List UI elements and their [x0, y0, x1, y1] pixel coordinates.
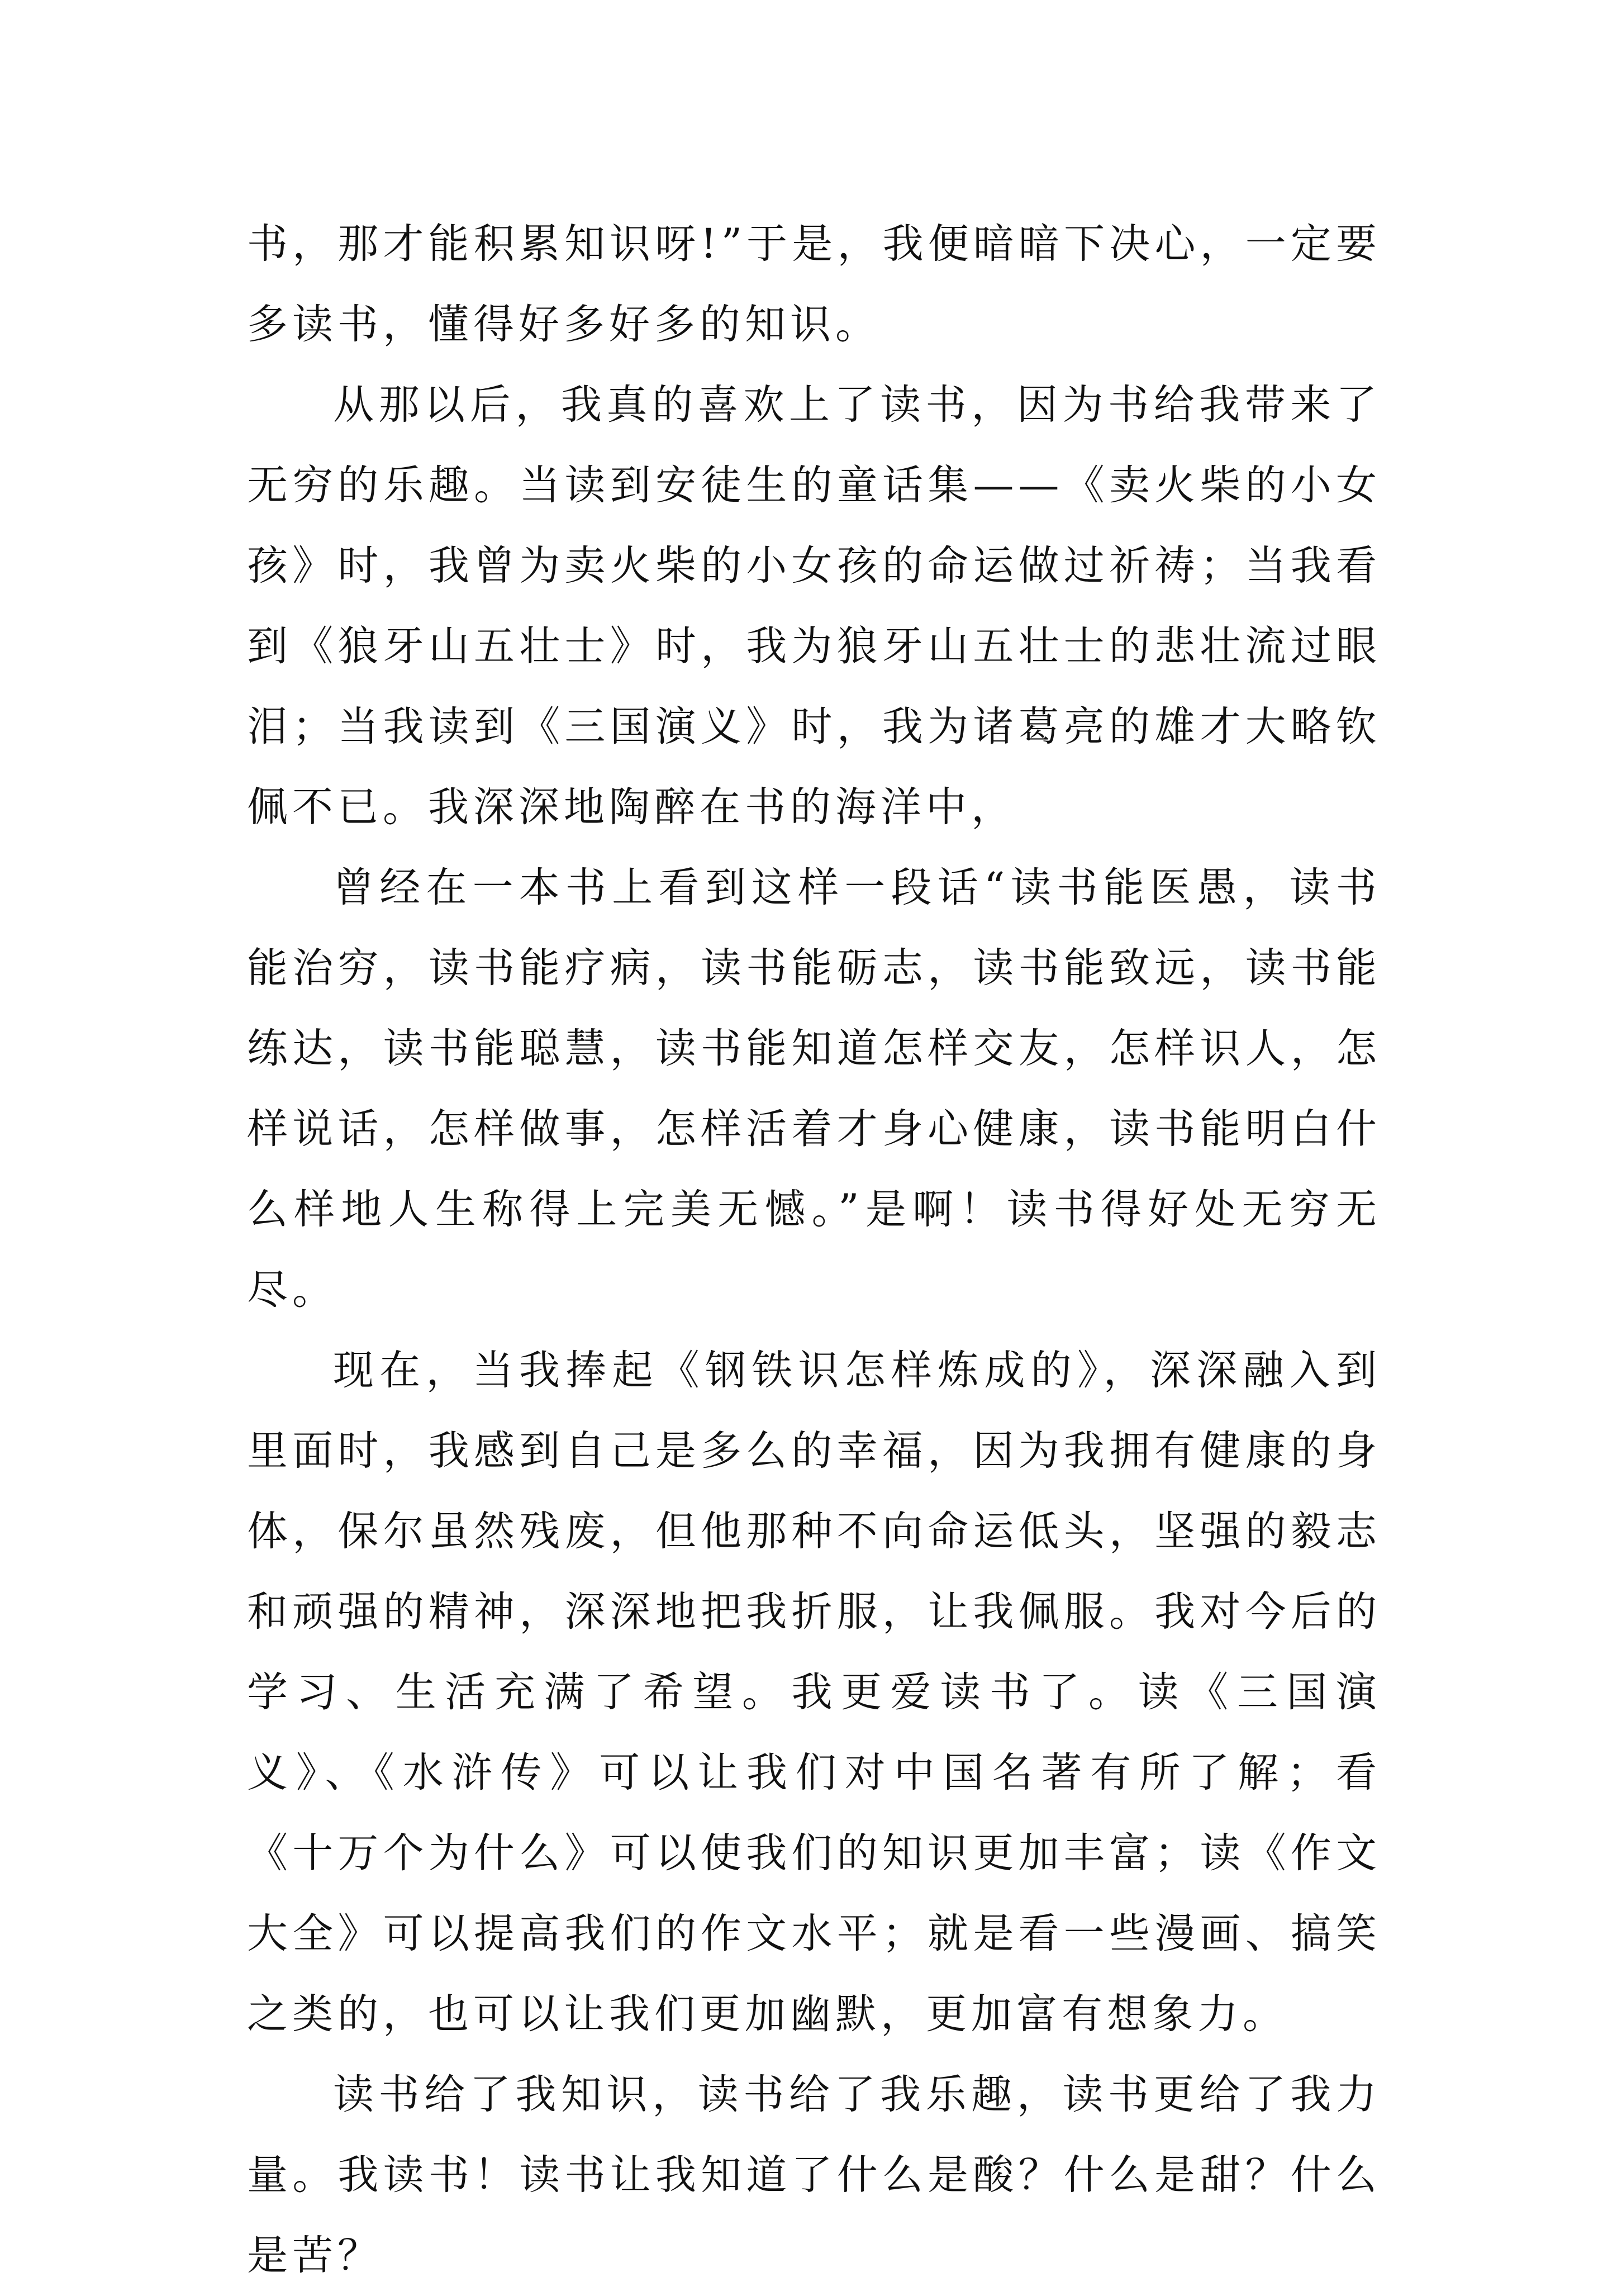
- paragraph-reading-gifts: 读书给了我知识，读书给了我乐趣，读书更给了我力量。我读书！读书让我知道了什么是酸？什么是甜？什么是苦？: [247, 2071, 1381, 2279]
- paragraph-continuation: 书，那才能积累知识呀!”于是，我便暗暗下决心，一定要多读书，懂得好多好多的知识。: [247, 220, 1381, 348]
- paragraph-reading-joy: 从那以后，我真的喜欢上了读书，因为书给我带来了无穷的乐趣。当读到安徒生的童话集——《卖火柴的小女孩》时，我曾为卖火柴的小女孩的命运做过祈祷；当我看到《狼牙山五壮士》时，我为狼牙山五壮士的悲壮流过眼泪；当我读到《三国演义》时，我为诸葛亮的雄才大略钦佩不已。我深深地陶醉在书的海洋中，: [247, 381, 1381, 831]
- paragraph-reading-quote: 曾经在一本书上看到这样一段话“读书能医愚，读书能治穷，读书能疗病，读书能砺志，读书能致远，读书能练达，读书能聪慧，读书能知道怎样交友，怎样识人，怎样说话，怎样做事，怎样活着才身心健康，读书能明白什么样地人生称得上完美无憾。”是啊！读书得好处无穷无尽。: [247, 864, 1381, 1314]
- paragraph-steel-book: 现在，当我捧起《钢铁识怎样炼成的》，深深融入到里面时，我感到自己是多么的幸福，因为我拥有健康的身体，保尔虽然残废，但他那种不向命运低头，坚强的毅志和顽强的精神，深深地把我折服，让我佩服。我对今后的学习、生活充满了希望。我更爱读书了。读《三国演义》、《水浒传》可以让我们对中国名著有所了解；看《十万个为什么》可以使我们的知识更加丰富；读《作文大全》可以提高我们的作文水平；就是看一些漫画、搞笑之类的，也可以让我们更加幽默，更加富有想象力。: [247, 1347, 1381, 2038]
- document-body: [247, 204, 1381, 2296]
